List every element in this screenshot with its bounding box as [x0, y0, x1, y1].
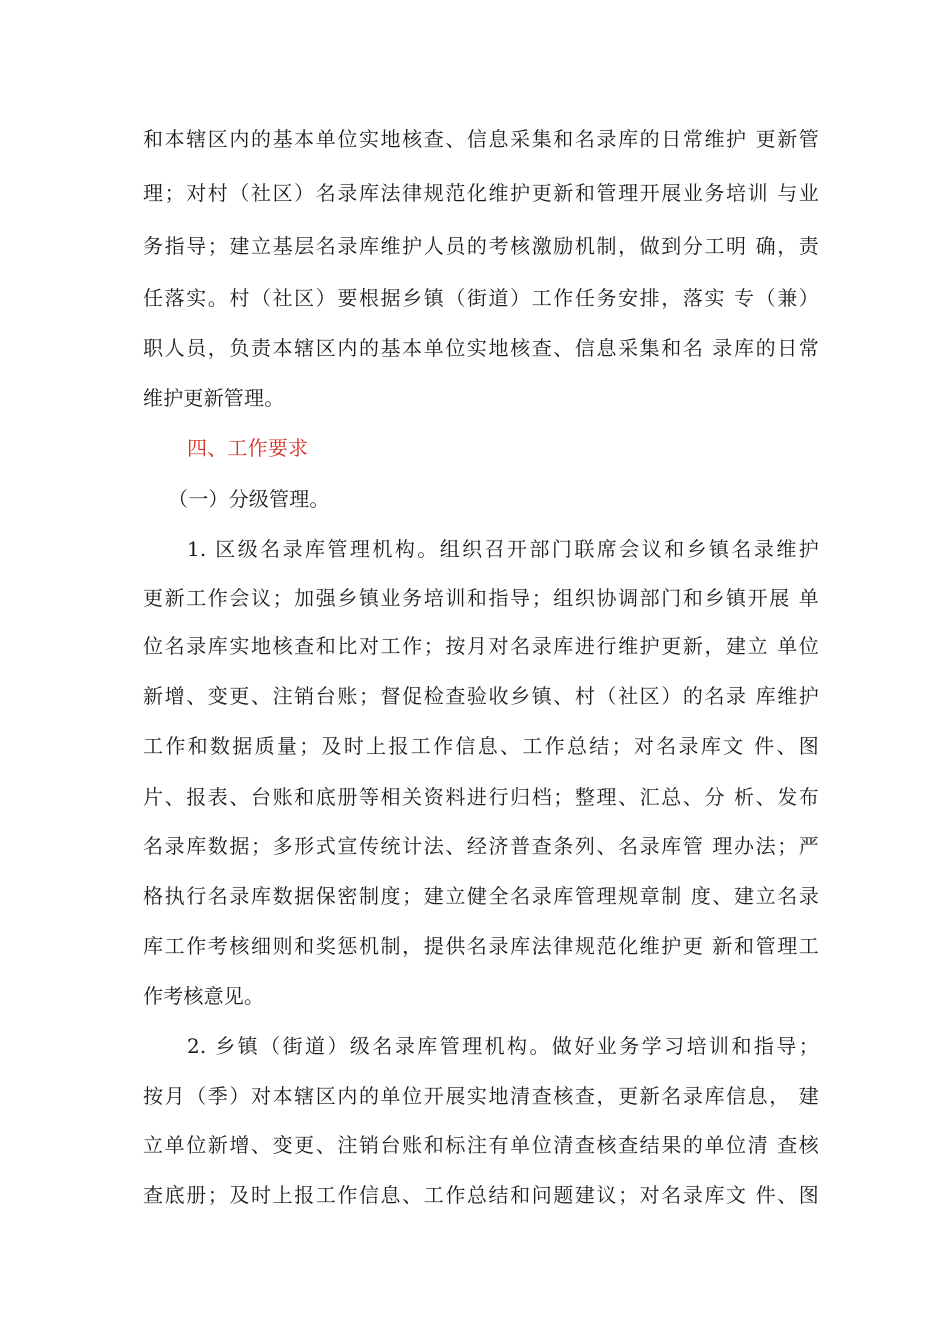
subsection-heading: （一）分级管理。	[168, 487, 330, 511]
item1-line: 位名录库实地核查和比对工作；按月对名录库进行维护更新，建立 单位	[143, 634, 819, 658]
item1-line: 作考核意见。	[143, 984, 265, 1008]
item1-line: 更新工作会议；加强乡镇业务培训和指导；组织协调部门和乡镇开展 单	[143, 586, 819, 610]
item2-line: 查底册；及时上报工作信息、工作总结和问题建议；对名录库文 件、图	[143, 1183, 819, 1207]
item2-line: 立单位新增、变更、注销台账和标注有单位清查核查结果的单位清 查核	[143, 1133, 819, 1157]
item1-line: 库工作考核细则和奖惩机制，提供名录库法律规范化维护更 新和管理工	[143, 934, 819, 958]
paragraph-line: 理；对村（社区）名录库法律规范化维护更新和管理开展业务培训 与业	[143, 181, 819, 205]
item2-line: 按月（季）对本辖区内的单位开展实地清查核查，更新名录库信息， 建	[143, 1084, 819, 1108]
item1-line: 名录库数据；多形式宣传统计法、经济普查条列、名录库管 理办法；严	[143, 834, 819, 858]
item1-line: 1. 区级名录库管理机构。组织召开部门联席会议和乡镇名录维护	[187, 537, 819, 561]
item2-line: 2. 乡镇（街道）级名录库管理机构。做好业务学习培训和指导；	[187, 1034, 819, 1058]
section-heading: 四、工作要求	[187, 436, 309, 460]
item1-line: 工作和数据质量；及时上报工作信息、工作总结；对名录库文 件、图	[143, 734, 819, 758]
paragraph-line: 和本辖区内的基本单位实地核查、信息采集和名录库的日常维护 更新管	[143, 127, 819, 151]
paragraph-line: 职人员，负责本辖区内的基本单位实地核查、信息采集和名 录库的日常	[143, 336, 819, 360]
item1-line: 新增、变更、注销台账；督促检查验收乡镇、村（社区）的名录 库维护	[143, 684, 819, 708]
item1-line: 片、报表、台账和底册等相关资料进行归档；整理、汇总、分 析、发布	[143, 785, 819, 809]
item1-line: 格执行名录库数据保密制度；建立健全名录库管理规章制 度、建立名录	[143, 884, 819, 908]
paragraph-line: 任落实。村（社区）要根据乡镇（街道）工作任务安排，落实 专（兼）	[143, 286, 819, 310]
paragraph-line: 维护更新管理。	[143, 386, 285, 410]
paragraph-line: 务指导；建立基层名录库维护人员的考核激励机制，做到分工明 确，责	[143, 234, 819, 258]
